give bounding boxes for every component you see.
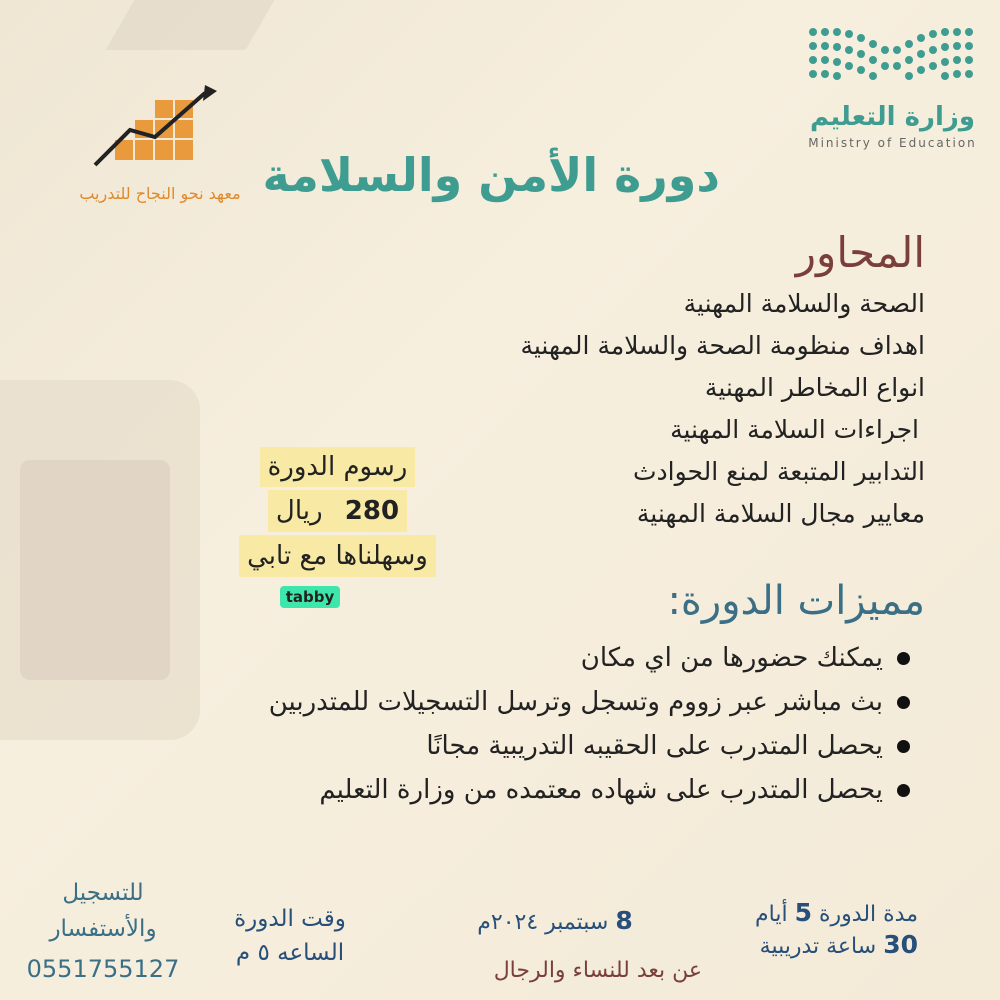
topic-item: الصحة والسلامة المهنية	[683, 289, 925, 318]
fees-label: رسوم الدورة	[260, 447, 416, 487]
institute-logo	[60, 85, 260, 205]
fees-box	[225, 447, 450, 608]
bullet-icon	[897, 652, 910, 665]
background-calculator-shape	[20, 460, 170, 680]
institute-name: معهد نحو النجاح للتدريب	[79, 184, 241, 203]
register-line-1: للتسجيل	[62, 880, 144, 906]
feature-item	[210, 638, 910, 678]
duration-prefix: مدة الدورة	[819, 902, 918, 927]
ministry-name-english: Ministry of Education	[808, 136, 977, 150]
feature-text: يحصل المتدرب على الحقيبه التدريبية مجانًا	[426, 731, 883, 761]
duration-block	[718, 898, 918, 962]
ministry-name-arabic: وزارة التعليم	[810, 102, 975, 132]
bullet-icon	[897, 696, 910, 709]
tabby-logo: tabby	[280, 586, 341, 608]
feature-text: يمكنك حضورها من اي مكان	[580, 643, 883, 673]
ministry-logo	[805, 20, 980, 160]
duration-hours: 30	[883, 930, 918, 959]
feature-item	[210, 770, 910, 810]
topics-heading: المحاور	[795, 228, 925, 277]
topics-list	[405, 283, 925, 535]
features-list	[210, 638, 910, 810]
topic-item: اجراءات السلامة المهنية	[670, 415, 919, 444]
ministry-dots-icon	[805, 20, 980, 90]
course-mode: عن بعد للنساء والرجال	[493, 958, 702, 983]
time-value: الساعه ٥ م	[235, 940, 345, 966]
date-day: 8	[615, 906, 633, 935]
topic-item: معايير مجال السلامة المهنية	[636, 499, 925, 528]
time-label: وقت الدورة	[234, 906, 346, 932]
phone-number[interactable]: 0551755127	[26, 955, 180, 983]
bullet-icon	[897, 740, 910, 753]
page-title: دورة الأمن والسلامة	[262, 148, 720, 202]
topic-item: اهداف منظومة الصحة والسلامة المهنية	[520, 331, 925, 360]
duration-days: 5	[794, 898, 812, 927]
date-rest: سبتمبر ٢٠٢٤م	[477, 910, 609, 935]
growth-arrow-icon	[85, 85, 235, 180]
date-block	[440, 905, 670, 939]
fees-amount-line	[268, 490, 407, 532]
topic-item: انواع المخاطر المهنية	[704, 373, 925, 402]
feature-item	[210, 682, 910, 722]
register-line-2: والأستفسار	[49, 916, 157, 942]
feature-text: بث مباشر عبر زووم وتسجل وترسل التسجيلات للمتدربين	[268, 687, 883, 717]
features-heading: مميزات الدورة:	[667, 578, 925, 624]
duration-hours-unit: ساعة تدريبية	[759, 934, 877, 959]
topic-item: التدابير المتبعة لمنع الحوادث	[632, 457, 925, 486]
fees-amount: 280	[344, 496, 400, 526]
register-block	[18, 875, 188, 991]
background-diagonal-shape	[106, 0, 275, 50]
tabby-line: وسهلناها مع تابي	[239, 535, 436, 577]
time-block	[215, 902, 365, 970]
duration-days-unit: أيام	[755, 902, 788, 927]
feature-text: يحصل المتدرب على شهاده معتمده من وزارة التعليم	[319, 775, 883, 805]
feature-item	[210, 726, 910, 766]
bullet-icon	[897, 784, 910, 797]
fees-currency: ريال	[275, 496, 323, 526]
